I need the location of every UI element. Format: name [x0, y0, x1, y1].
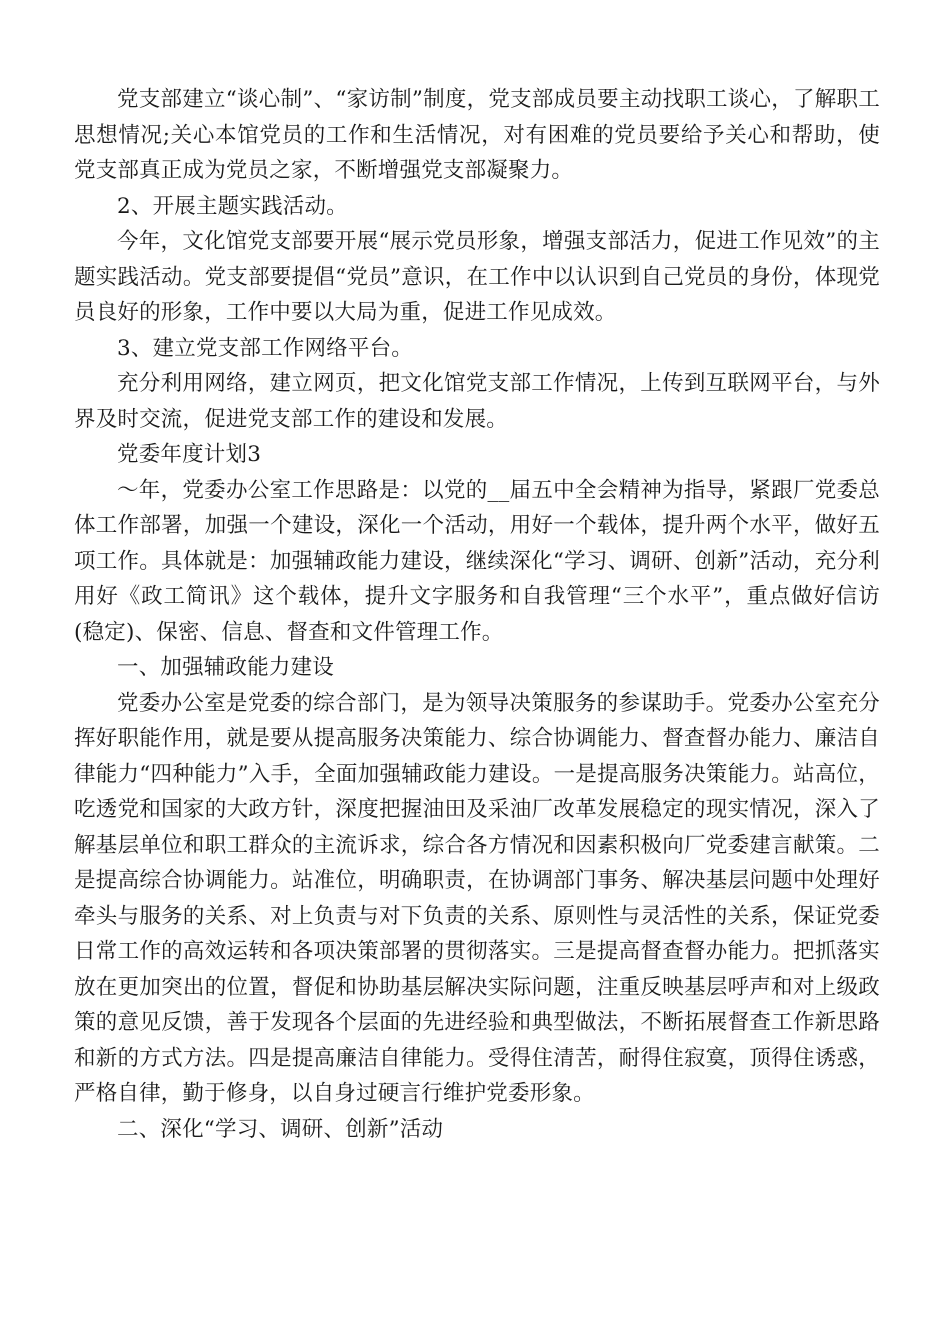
heading-deepen-activity: 二、深化“学习、调研、创新”活动: [117, 1116, 444, 1142]
heading-theme-practice: 2、开展主题实践活动。: [117, 193, 348, 219]
paragraph-network-platform: 充分利用网络，建立网页，把文化馆党支部工作情况，上传到互联网平台，与外界及时交流，促进党支部工作的建设和发展。: [74, 371, 880, 432]
paragraph-work-approach: ～年，党委办公室工作思路是：以党的__届五中全会精神为指导，紧跟厂党委总体工作部署，加强一个建设，深化一个活动，用好一个载体，提升两个水平，做好五项工作。具体就是：加强辅政能力建设，继续深化“学习、调研、创新”活动，充分利用好《政工简讯》这个载体，提升文字服务和自我管理“三个水平”，重点做好信访(稳定)、保密、信息、督查和文件管理工作。: [74, 477, 880, 645]
heading-network-platform: 3、建立党支部工作网络平台。: [117, 335, 413, 361]
paragraph-care-system: 党支部建立“谈心制”、“家访制”制度，党支部成员要主动找职工谈心，了解职工思想情况;关心本馆党员的工作和生活情况，对有困难的党员要给予关心和帮助，使党支部真正成为党员之家，不断增强党支部凝聚力。: [74, 87, 880, 183]
document-body: [74, 82, 880, 1147]
paragraph-theme-practice: 今年，文化馆党支部要开展“展示党员形象，增强支部活力，促进工作见效”的主题实践活动。党支部要提倡“党员”意识，在工作中以认识到自己党员的身份，体现党员良好的形象，工作中要以大局为重，促进工作见成效。: [74, 229, 880, 325]
section-title-plan-3: 党委年度计划3: [117, 442, 262, 467]
paragraph-capacity-building: 党委办公室是党委的综合部门，是为领导决策服务的参谋助手。党委办公室充分挥好职能作用，就是要从提高服务决策能力、综合协调能力、督查督办能力、廉洁自律能力“四种能力”入手，全面加强辅政能力建设。一是提高服务决策能力。站高位，吃透党和国家的大政方针，深度把握油田及采油厂改革发展稳定的现实情况，深入了解基层单位和职工群众的主流诉求，综合各方情况和因素积极向厂党委建言献策。二是提高综合协调能力。站准位，明确职责，在协调部门事务、解决基层问题中处理好牵头与服务的关系、对上负责与对下负责的关系、原则性与灵活性的关系，保证党委日常工作的高效运转和各项决策部署的贯彻落实。三是提高督查督办能力。把抓落实放在更加突出的位置，督促和协助基层解决实际问题，注重反映基层呼声和对上级政策的意见反馈，善于发现各个层面的先进经验和典型做法，不断拓展督查工作新思路和新的方式方法。四是提高廉洁自律能力。受得住清苦，耐得住寂寞，顶得住诱惑，严格自律，勤于修身，以自身过硬言行维护党委形象。: [74, 690, 880, 1106]
heading-capacity-building: 一、加强辅政能力建设: [117, 655, 335, 680]
